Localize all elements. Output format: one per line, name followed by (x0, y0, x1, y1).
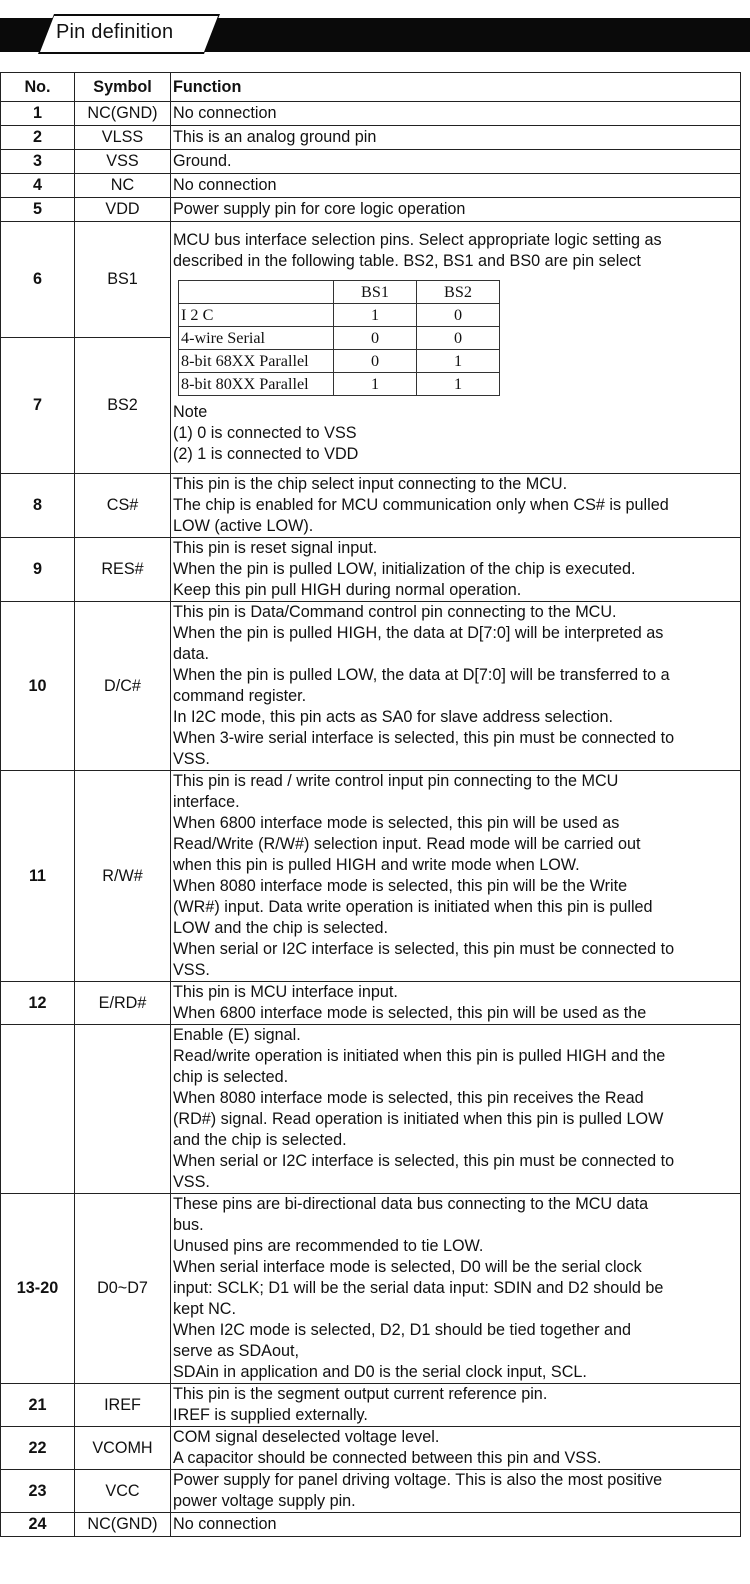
function-line: chip is selected. (173, 1068, 289, 1086)
pin-number: 4 (1, 174, 75, 198)
bs-table-cell: BS2 (417, 281, 500, 304)
table-row (1, 1427, 741, 1470)
pin-function (171, 150, 741, 174)
function-line: This is an analog ground pin (173, 128, 377, 146)
bs-table-cell: 1 (417, 373, 500, 396)
pin-number: 1 (1, 102, 75, 126)
function-line: VSS. (173, 961, 210, 979)
pin-symbol: IREF (75, 1384, 171, 1427)
function-line: serve as SDAout, (173, 1342, 299, 1360)
function-line: kept NC. (173, 1300, 236, 1318)
pin-function (171, 1470, 741, 1513)
function-line: When serial interface mode is selected, D0 will be the serial clock (173, 1258, 642, 1276)
function-line: When 6800 interface mode is selected, this pin will be used as (173, 814, 620, 832)
table-row (1, 538, 741, 602)
function-line: VSS. (173, 1173, 210, 1191)
pin-function (171, 1427, 741, 1470)
table-row (1, 1384, 741, 1427)
function-line: When the pin is pulled LOW, the data at D[7:0] will be transferred to a (173, 666, 670, 684)
bs-table-cell: 8-bit 80XX Parallel (179, 373, 334, 396)
pin-function (171, 1194, 741, 1384)
pin-symbol: E/RD# (75, 982, 171, 1025)
function-line: command register. (173, 687, 307, 705)
header-symbol: Symbol (75, 73, 171, 102)
pin-function (171, 1384, 741, 1427)
pin-symbol: VCC (75, 1470, 171, 1513)
pin-symbol: D/C# (75, 602, 171, 771)
function-line: Power supply pin for core logic operation (173, 200, 466, 218)
pin-number: 24 (1, 1513, 75, 1537)
note-line: (1) 0 is connected to VSS (173, 424, 357, 442)
function-line: bus. (173, 1216, 204, 1234)
table-row (1, 771, 741, 982)
pin-symbol: NC(GND) (75, 102, 171, 126)
pin-symbol: BS2 (75, 338, 171, 474)
function-line: This pin is the chip select input connecting to the MCU. (173, 475, 568, 493)
pin-function (171, 602, 741, 771)
function-line: A capacitor should be connected between this pin and VSS. (173, 1449, 602, 1467)
pin-number: 13-20 (1, 1194, 75, 1384)
pin-definition-table (0, 72, 741, 1537)
pin-function (171, 174, 741, 198)
function-line: data. (173, 645, 210, 663)
bs-table-row (179, 304, 500, 327)
table-row (1, 198, 741, 222)
function-line: MCU bus interface selection pins. Select appropriate logic setting as (173, 231, 662, 249)
function-line: When I2C mode is selected, D2, D1 should be tied together and (173, 1321, 632, 1339)
pin-number: 5 (1, 198, 75, 222)
function-line: When 8080 interface mode is selected, this pin receives the Read (173, 1089, 644, 1107)
function-line: When serial or I2C interface is selected, this pin must be connected to (173, 940, 675, 958)
header-function: Function (171, 73, 741, 102)
header-no: No. (1, 73, 75, 102)
pin-function (171, 982, 741, 1025)
pin-rows-detailed (1, 474, 741, 1537)
table-row (1, 982, 741, 1025)
function-line: Power supply for panel driving voltage. This is also the most positive (173, 1471, 663, 1489)
function-line: LOW and the chip is selected. (173, 919, 389, 937)
bs-table-cell: 1 (334, 304, 417, 327)
pin-symbol: VLSS (75, 126, 171, 150)
table-row (1, 174, 741, 198)
bs-table-cell: 1 (417, 350, 500, 373)
function-line: When 8080 interface mode is selected, this pin will be the Write (173, 877, 628, 895)
pin-symbol: NC(GND) (75, 1513, 171, 1537)
function-line: The chip is enabled for MCU communication only when CS# is pulled (173, 496, 669, 514)
table-row (1, 474, 741, 538)
pin-function (171, 1513, 741, 1537)
bs-table-cell: 4-wire Serial (179, 327, 334, 350)
pin-symbol: VCOMH (75, 1427, 171, 1470)
function-line: This pin is Data/Command control pin connecting to the MCU. (173, 603, 617, 621)
table-row (1, 222, 741, 338)
pin-symbol: VDD (75, 198, 171, 222)
function-line: This pin is reset signal input. (173, 539, 378, 557)
pin-symbol: CS# (75, 474, 171, 538)
pin-symbol: D0~D7 (75, 1194, 171, 1384)
table-row (1, 602, 741, 771)
table-header-row (1, 73, 741, 102)
pin-number: 21 (1, 1384, 75, 1427)
pin-symbol (75, 1025, 171, 1194)
pin-number: 8 (1, 474, 75, 538)
pin-function (171, 1025, 741, 1194)
pin-function (171, 126, 741, 150)
function-line: Keep this pin pull HIGH during normal operation. (173, 581, 522, 599)
table-row (1, 1513, 741, 1537)
pin-number: 12 (1, 982, 75, 1025)
bs-table-cell: 0 (334, 327, 417, 350)
function-line: and the chip is selected. (173, 1131, 347, 1149)
function-line: described in the following table. BS2, BS1 and BS0 are pin select (173, 252, 641, 270)
bs-selection-table (178, 280, 500, 396)
function-line: VSS. (173, 750, 210, 768)
pin-function (171, 222, 741, 474)
pin-function (171, 474, 741, 538)
function-line: interface. (173, 793, 240, 811)
function-line: When 6800 interface mode is selected, this pin will be used as the (173, 1004, 647, 1022)
pin-number: 7 (1, 338, 75, 474)
bs-table-cell (179, 281, 334, 304)
function-line: This pin is read / write control input pin connecting to the MCU (173, 772, 619, 790)
bs-table-row (179, 350, 500, 373)
pin-symbol: NC (75, 174, 171, 198)
table-row (1, 102, 741, 126)
table-row (1, 1025, 741, 1194)
function-line: No connection (173, 1515, 277, 1533)
pin-function (171, 538, 741, 602)
bs-table-row (179, 327, 500, 350)
bs-table-row (179, 373, 500, 396)
function-line: When the pin is pulled LOW, initialization of the chip is executed. (173, 560, 636, 578)
pin-number: 9 (1, 538, 75, 602)
pin-number: 22 (1, 1427, 75, 1470)
pin-rows-bs (1, 222, 741, 474)
bs-table-cell: 1 (334, 373, 417, 396)
function-line: This pin is the segment output current reference pin. (173, 1385, 548, 1403)
table-row (1, 150, 741, 174)
function-line: In I2C mode, this pin acts as SA0 for slave address selection. (173, 708, 613, 726)
pin-function (171, 771, 741, 982)
table-row (1, 126, 741, 150)
pin-number: 23 (1, 1470, 75, 1513)
pin-number: 6 (1, 222, 75, 338)
note-line: (2) 1 is connected to VDD (173, 445, 359, 463)
bs-table-cell: 0 (417, 327, 500, 350)
pin-symbol: VSS (75, 150, 171, 174)
pin-number (1, 1025, 75, 1194)
table-row (1, 1470, 741, 1513)
function-line: When 3-wire serial interface is selected, this pin must be connected to (173, 729, 675, 747)
function-line: Enable (E) signal. (173, 1026, 301, 1044)
function-line: No connection (173, 104, 277, 122)
bs-table-cell: 8-bit 68XX Parallel (179, 350, 334, 373)
pin-number: 3 (1, 150, 75, 174)
function-line: IREF is supplied externally. (173, 1406, 368, 1424)
function-line: This pin is MCU interface input. (173, 983, 398, 1001)
pin-function (171, 198, 741, 222)
pin-number: 11 (1, 771, 75, 982)
function-line: input: SCLK; D1 will be the serial data input: SDIN and D2 should be (173, 1279, 664, 1297)
note-line: Note (173, 403, 208, 421)
page-title: Pin definition (56, 21, 174, 43)
bs-table-row (179, 281, 500, 304)
function-line: Read/write operation is initiated when this pin is pulled HIGH and the (173, 1047, 666, 1065)
pin-symbol: R/W# (75, 771, 171, 982)
function-line: Ground. (173, 152, 232, 170)
function-line: SDAin in application and D0 is the serial clock input, SCL. (173, 1363, 587, 1381)
bs-table-cell: 0 (417, 304, 500, 327)
function-line: LOW (active LOW). (173, 517, 314, 535)
pin-number: 10 (1, 602, 75, 771)
function-line: When the pin is pulled HIGH, the data at D[7:0] will be interpreted as (173, 624, 664, 642)
function-line: Read/Write (R/W#) selection input. Read mode will be carried out (173, 835, 641, 853)
pin-symbol: BS1 (75, 222, 171, 338)
pin-number: 2 (1, 126, 75, 150)
pin-rows-simple (1, 102, 741, 222)
bs-table-cell: 0 (334, 350, 417, 373)
table-row (1, 1194, 741, 1384)
function-line: COM signal deselected voltage level. (173, 1428, 440, 1446)
pin-symbol: RES# (75, 538, 171, 602)
pin-function (171, 102, 741, 126)
function-line: power voltage supply pin. (173, 1492, 356, 1510)
function-line: (RD#) signal. Read operation is initiated when this pin is pulled LOW (173, 1110, 664, 1128)
function-line: (WR#) input. Data write operation is initiated when this pin is pulled (173, 898, 653, 916)
bs-table-cell: BS1 (334, 281, 417, 304)
function-line: These pins are bi-directional data bus connecting to the MCU data (173, 1195, 649, 1213)
function-line: When serial or I2C interface is selected, this pin must be connected to (173, 1152, 675, 1170)
function-line: Unused pins are recommended to tie LOW. (173, 1237, 484, 1255)
bs-table-cell: I 2 C (179, 304, 334, 327)
function-line: when this pin is pulled HIGH and write mode when LOW. (173, 856, 580, 874)
function-line: No connection (173, 176, 277, 194)
